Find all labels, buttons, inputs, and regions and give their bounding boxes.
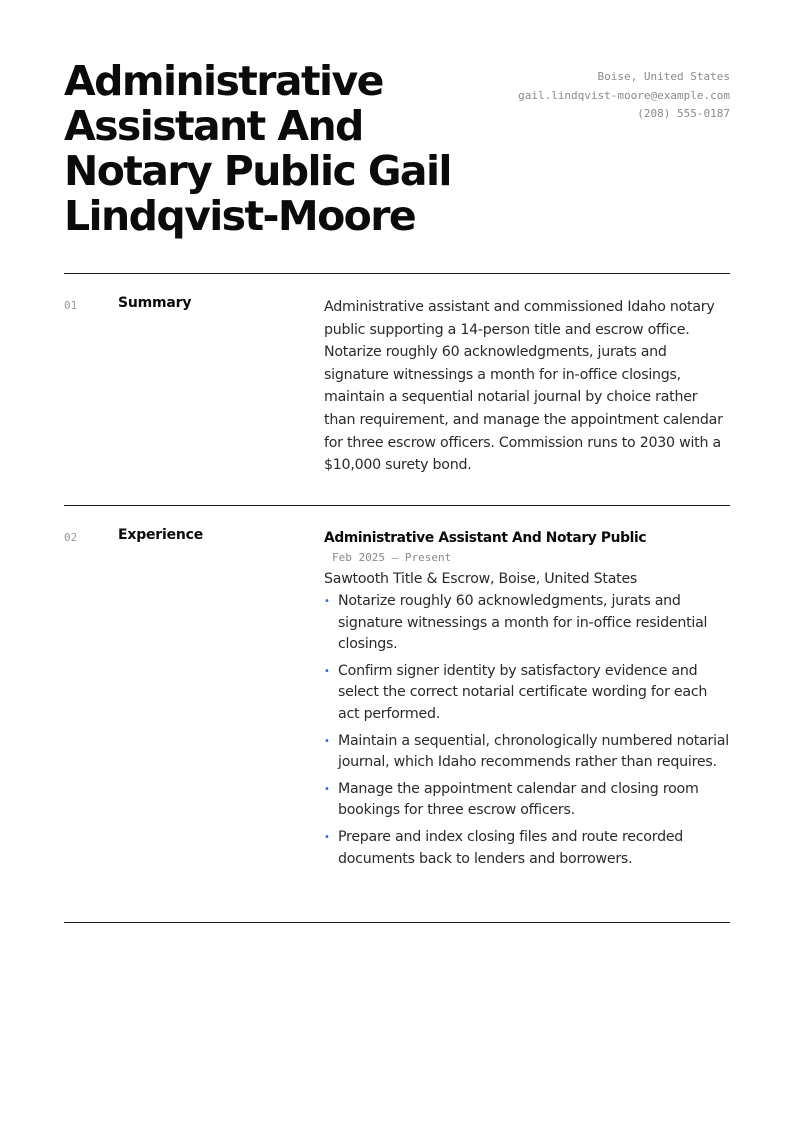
job-bullet: [324, 827, 730, 870]
summary-text: Administrative assistant and commissioned Idaho notary public supporting a 14-person title and escrow office. Notarize roughly 60 acknowledgments, jurats and signature witnessings a month for in-office closings, maintain a sequential notarial journal by choice rather than requirement, and manage the appointment calendar for three escrow officers. Commission runs to 2030 with a $10,000 surety bond.: [324, 299, 723, 474]
candidate-name: Administrative Assistant And Notary Public Gail Lindqvist-Moore: [64, 57, 451, 240]
contact-block: [518, 68, 730, 124]
bullet-dot-icon: •: [324, 735, 330, 747]
section-number: 02: [64, 531, 78, 544]
section-divider-bottom: [64, 922, 730, 923]
bullet-dot-icon: •: [324, 783, 330, 795]
job-title: Administrative Assistant And Notary Public: [324, 530, 647, 546]
job-bullet-text: Manage the appointment calendar and closing room bookings for three escrow officers.: [338, 780, 699, 819]
resume-header: [64, 0, 730, 273]
summary-body: [324, 296, 730, 477]
job-dates: Feb 2025 — Present: [332, 551, 452, 564]
experience-section: [64, 506, 730, 922]
bullet-dot-icon: •: [324, 596, 330, 607]
experience-entry: [324, 529, 730, 875]
job-bullet: [324, 731, 730, 774]
contact-phone[interactable]: (208) 555-0187: [637, 107, 730, 120]
job-bullet-text: Confirm signer identity by satisfactory evidence and select the correct notarial certificate wording for each act performed.: [338, 662, 708, 722]
resume-page: [64, 0, 730, 923]
job-bullet: [324, 661, 730, 726]
job-bullet-text: Notarize roughly 60 acknowledgments, jurats and signature witnessings a month for in-office residential closings.: [338, 593, 708, 653]
job-bullet-text: Maintain a sequential, chronologically numbered notarial journal, which Idaho recommends rather than requires.: [338, 732, 729, 771]
job-bullet: [324, 591, 730, 656]
job-bullet: [324, 779, 730, 822]
bullet-dot-icon: •: [324, 831, 330, 843]
job-company: Sawtooth Title & Escrow, Boise, United States: [324, 571, 638, 587]
contact-email[interactable]: gail.lindqvist-moore@example.com: [518, 88, 730, 102]
section-title: Experience: [118, 527, 204, 543]
summary-section: [64, 274, 730, 505]
section-number: 01: [64, 299, 78, 312]
contact-location: Boise, United States: [597, 70, 730, 83]
section-title: Summary: [118, 295, 192, 311]
job-bullet-list: [324, 591, 730, 870]
job-bullet-text: Prepare and index closing files and route recorded documents back to lenders and borrowers.: [338, 828, 684, 867]
bullet-dot-icon: •: [324, 665, 330, 677]
